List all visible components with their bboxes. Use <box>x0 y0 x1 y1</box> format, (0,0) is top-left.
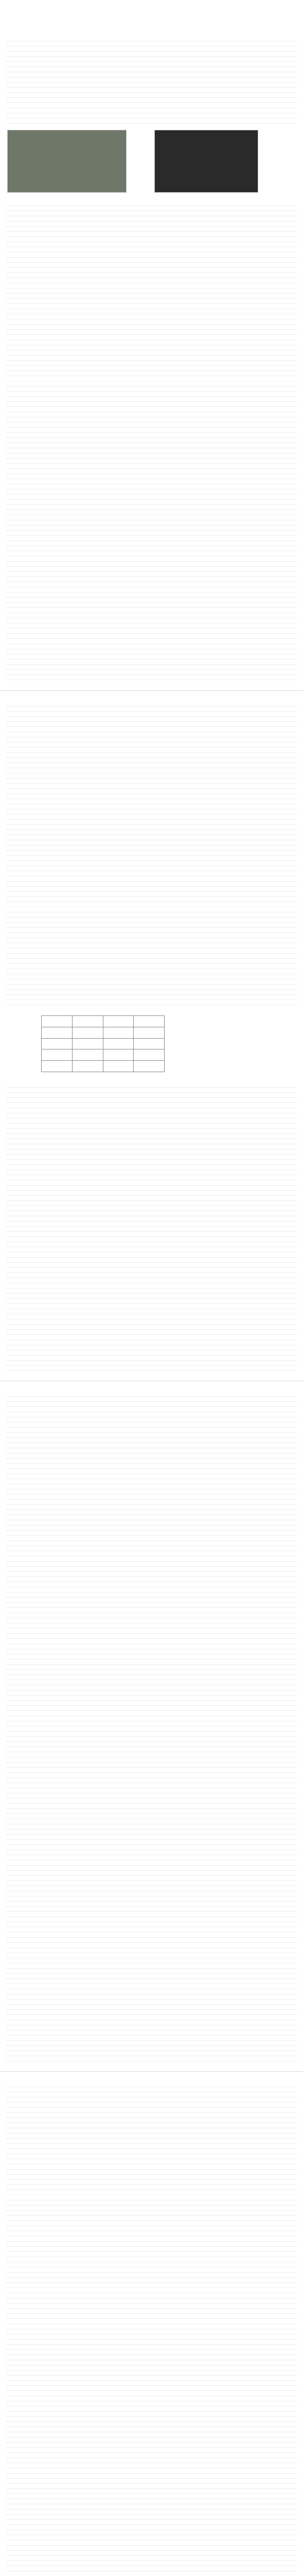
page-4 <box>0 2071 303 2576</box>
question-block <box>6 1082 297 1371</box>
question-block <box>6 201 297 680</box>
page-2 <box>0 690 303 1381</box>
data-table <box>41 1015 165 1072</box>
essay-section <box>6 1392 297 2061</box>
page-1 <box>0 0 303 690</box>
inscription-rubbing-photo <box>154 130 258 193</box>
question-block <box>6 36 297 124</box>
page-3 <box>0 1381 303 2072</box>
bronze-vessel-photo <box>7 130 127 193</box>
answer-key-section <box>6 2082 297 2576</box>
question-block <box>6 701 297 1005</box>
